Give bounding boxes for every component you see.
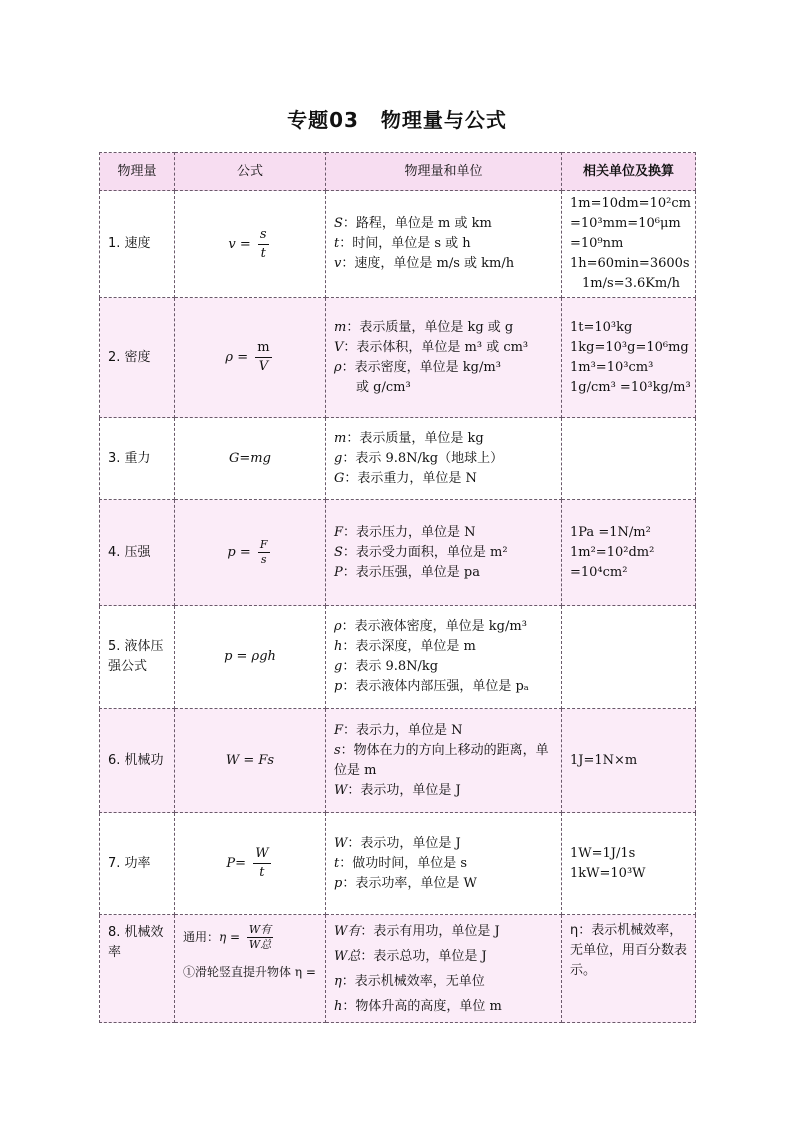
conversion-line: 1h=60min=3600s	[570, 256, 690, 271]
unit-symbol: P	[334, 564, 343, 580]
unit-line	[334, 254, 553, 274]
unit-line	[334, 919, 553, 944]
unit-symbol: p	[334, 875, 343, 891]
quantity-name: 1. 速度	[100, 191, 175, 298]
unit-description: ：表示重力，单位是 N	[344, 470, 477, 486]
unit-line	[334, 214, 553, 234]
unit-line	[334, 944, 553, 969]
fraction-numerator: W	[253, 845, 270, 864]
unit-description: ：表示 9.8N/kg	[342, 659, 439, 674]
unit-list	[326, 298, 562, 418]
fraction	[258, 226, 269, 263]
unit-description: ：表示 9.8N/kg（地球上）	[342, 450, 504, 466]
unit-line	[334, 637, 553, 657]
unit-description: ：表示压强，单位是 pa	[342, 564, 480, 580]
unit-description: ：表示总功，单位是 J	[360, 949, 487, 964]
unit-description: ：表示有用功，单位是 J	[360, 924, 500, 939]
conversion-line: =10⁹nm	[570, 236, 624, 251]
conversion-line: 1m/s=3.6Km/h	[582, 276, 681, 291]
page-title	[0, 104, 794, 133]
unit-line	[334, 469, 553, 489]
unit-symbol: h	[334, 999, 343, 1014]
table-row	[100, 500, 696, 606]
unit-description: ：表示功率，单位是 W	[342, 875, 477, 891]
unit-line	[334, 741, 553, 781]
unit-symbol: m	[334, 319, 347, 335]
fraction-numerator: m	[255, 339, 271, 358]
unit-description: ：表示受力面积，单位是 m²	[342, 544, 508, 560]
conversion-line: =10⁴cm²	[570, 564, 628, 580]
title-main: 物理量与公式	[380, 108, 507, 132]
unit-description: ：表示压力，单位是 N	[343, 524, 476, 540]
unit-description: ：路程，单位是 m 或 km	[342, 216, 492, 231]
unit-list	[326, 709, 562, 813]
header-units: 物理量和单位	[326, 153, 562, 191]
fraction-numerator: W有	[248, 923, 272, 936]
table-row	[100, 709, 696, 813]
unit-line	[334, 721, 553, 741]
conversion-line: 1J=1N×m	[570, 752, 638, 768]
unit-line	[334, 874, 553, 894]
unit-symbol: W	[334, 835, 348, 851]
formula-table	[99, 152, 696, 1023]
unit-line	[334, 378, 553, 398]
unit-line	[334, 781, 553, 801]
table-row	[100, 606, 696, 709]
unit-list	[326, 418, 562, 500]
unit-symbol: p	[334, 679, 343, 694]
conversion-list	[562, 191, 696, 298]
unit-line	[334, 969, 553, 994]
unit-description: ：表示功，单位是 J	[347, 782, 461, 798]
fraction-numerator: s	[258, 226, 269, 245]
unit-description: ：表示体积，单位是 m³ 或 cm³	[343, 339, 529, 355]
fraction-denominator: W总	[248, 938, 272, 951]
unit-line	[334, 338, 553, 358]
unit-list	[326, 606, 562, 709]
unit-symbol: g	[334, 450, 343, 466]
conversion-list	[562, 500, 696, 606]
conversion-line: 1kg=10³g=10⁶mg	[570, 339, 689, 355]
quantity-name: 8. 机械效率	[100, 915, 175, 1023]
unit-symbol: g	[334, 659, 343, 674]
unit-description: ：做功时间，单位是 s	[339, 855, 468, 871]
conversion-line: 1kW=10³W	[570, 865, 646, 881]
conversion-list	[562, 709, 696, 813]
unit-symbol: s	[334, 742, 341, 758]
table-row	[100, 191, 696, 298]
unit-line	[334, 657, 553, 677]
fraction-denominator: t	[259, 865, 265, 880]
unit-list	[326, 813, 562, 915]
fraction-denominator: t	[260, 245, 266, 261]
unit-symbol: v	[334, 256, 342, 271]
unit-line	[334, 318, 553, 338]
quantity-name: 7. 功率	[100, 813, 175, 915]
conversion-list	[562, 915, 696, 1023]
unit-line	[334, 677, 553, 697]
unit-symbol: S	[334, 544, 343, 560]
conversion-list	[562, 418, 696, 500]
unit-description: 或 g/cm³	[356, 379, 411, 395]
unit-symbol: W有	[334, 924, 361, 939]
unit-symbol: ρ	[334, 359, 342, 375]
unit-symbol: F	[334, 524, 344, 540]
conversion-line: 1Pa =1N/m²	[570, 524, 651, 540]
unit-description: ：表示力，单位是 N	[343, 722, 463, 738]
formula-label: 通用：	[183, 930, 220, 944]
unit-description: ：表示机械效率，无单位	[341, 974, 485, 989]
unit-description: ：表示深度，单位是 m	[342, 639, 476, 654]
unit-symbol: h	[334, 639, 343, 654]
fraction	[253, 845, 270, 882]
unit-symbol: G	[334, 470, 345, 486]
unit-line	[334, 834, 553, 854]
conversion-line: 1m²=10²dm²	[570, 544, 655, 560]
header-formula: 公式	[175, 153, 326, 191]
formula-lhs: P=	[226, 856, 247, 871]
unit-description: ：表示功，单位是 J	[347, 835, 461, 851]
conversion-line: 1t=10³kg	[570, 319, 633, 335]
unit-description: ：表示液体内部压强，单位是 pₐ	[342, 679, 529, 694]
unit-list	[326, 191, 562, 298]
unit-line	[334, 358, 553, 378]
quantity-name: 2. 密度	[100, 298, 175, 418]
formula-lhs: p =	[227, 545, 251, 560]
fraction	[258, 538, 270, 567]
unit-description: ：物体升高的高度，单位 m	[342, 999, 502, 1014]
fraction	[247, 923, 273, 952]
conversion-line: 1g/cm³ =10³kg/m³	[570, 379, 691, 395]
conversion-line: η：表示机械效率，无单位，用百分数表示。	[570, 923, 688, 978]
formula	[175, 298, 326, 418]
fraction-denominator: s	[260, 553, 267, 566]
formula	[175, 500, 326, 606]
unit-description: ：物体在力的方向上移动的距离，单位是 m	[334, 742, 549, 778]
unit-description: ：速度，单位是 m/s 或 km/h	[341, 256, 515, 271]
quantity-name: 3. 重力	[100, 418, 175, 500]
formula: p = ρgh	[175, 606, 326, 709]
unit-symbol: S	[334, 216, 343, 231]
formula-general	[183, 923, 317, 952]
unit-symbol: t	[334, 855, 340, 871]
formula-lhs: η =	[219, 930, 241, 944]
unit-description: ：表示质量，单位是 kg	[346, 430, 484, 446]
conversion-line: 1m³=10³cm³	[570, 359, 654, 375]
header-quantity: 物理量	[100, 153, 175, 191]
unit-symbol: W总	[334, 949, 361, 964]
fraction	[255, 339, 271, 376]
formula	[175, 915, 326, 1023]
unit-symbol: t	[334, 236, 340, 251]
table-row	[100, 915, 696, 1023]
unit-symbol: ρ	[334, 619, 342, 634]
formula	[175, 191, 326, 298]
unit-symbol: W	[334, 782, 348, 798]
unit-list	[326, 500, 562, 606]
unit-line	[334, 617, 553, 637]
formula	[175, 813, 326, 915]
conversion-line: =10³mm=10⁶μm	[570, 216, 681, 231]
formula: G=mg	[175, 418, 326, 500]
unit-symbol: η	[334, 974, 342, 989]
unit-description: ：表示液体密度，单位是 kg/m³	[341, 619, 527, 634]
table-row	[100, 813, 696, 915]
conversion-line: 1m=10dm=10²cm	[570, 196, 691, 211]
unit-description: ：表示质量，单位是 kg 或 g	[346, 319, 514, 335]
formula-note: ①滑轮竖直提升物体 η =	[183, 965, 316, 979]
fraction-numerator: F	[259, 538, 268, 551]
formula-lhs: v =	[228, 236, 251, 252]
table-row	[100, 418, 696, 500]
unit-line	[334, 994, 553, 1019]
title-prefix: 专题03	[287, 108, 359, 132]
unit-list	[326, 915, 562, 1023]
conversion-list	[562, 813, 696, 915]
header-conversion: 相关单位及换算	[562, 153, 696, 191]
unit-line	[334, 543, 553, 563]
unit-line	[334, 854, 553, 874]
conversion-list	[562, 606, 696, 709]
conversion-list	[562, 298, 696, 418]
unit-symbol: V	[334, 339, 344, 355]
quantity-name: 5. 液体压强公式	[100, 606, 175, 709]
unit-line	[334, 429, 553, 449]
unit-line	[334, 449, 553, 469]
unit-symbol: F	[334, 722, 344, 738]
quantity-name: 4. 压强	[100, 500, 175, 606]
fraction-denominator: V	[258, 359, 269, 374]
formula: W = Fs	[175, 709, 326, 813]
conversion-line: 1W=1J/1s	[570, 845, 636, 861]
unit-description: ：时间，单位是 s 或 h	[339, 236, 471, 251]
table-row	[100, 298, 696, 418]
formula-lhs: ρ =	[225, 350, 249, 365]
unit-description: ：表示密度，单位是 kg/m³	[341, 359, 501, 375]
unit-line	[334, 234, 553, 254]
quantity-name: 6. 机械功	[100, 709, 175, 813]
unit-symbol: m	[334, 430, 347, 446]
unit-line	[334, 563, 553, 583]
unit-line	[334, 523, 553, 543]
header-row	[100, 153, 696, 191]
